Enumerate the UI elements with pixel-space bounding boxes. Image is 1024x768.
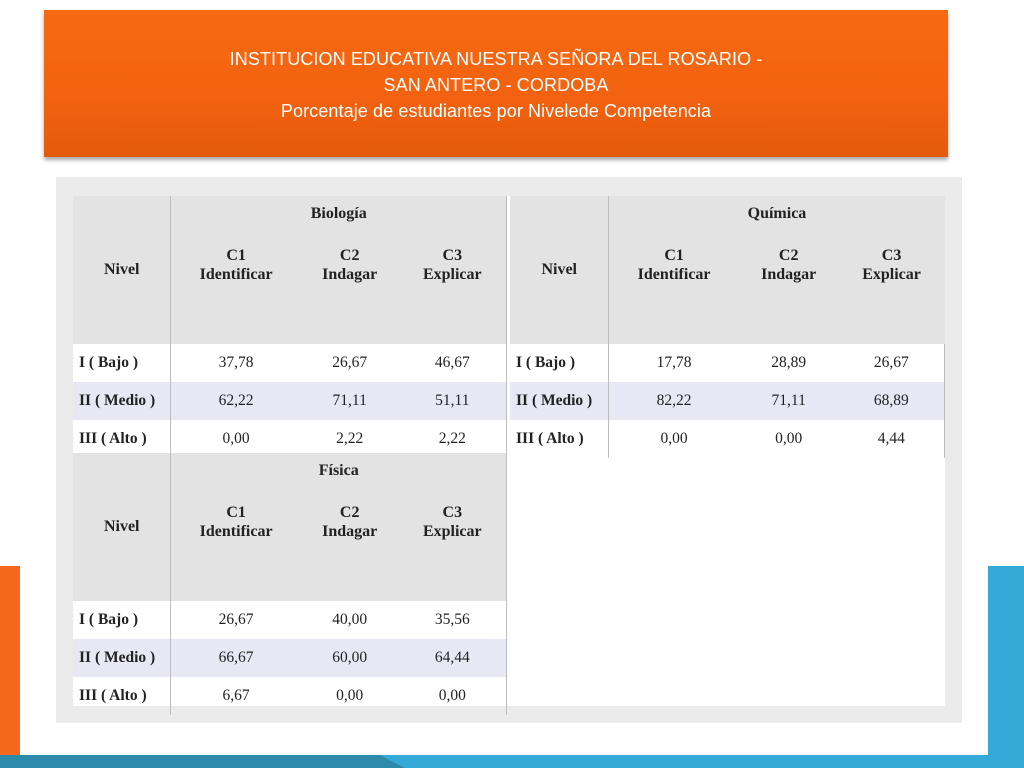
level-label: II ( Medio ) — [73, 382, 171, 420]
table-row — [73, 344, 507, 382]
level-label: III ( Alto ) — [73, 420, 171, 458]
table-cell: 2,22 — [399, 420, 507, 458]
table-cell: 0,00 — [775, 430, 803, 447]
level-label: I ( Bajo ) — [73, 344, 171, 382]
column-header-c1: C1 Identificar — [171, 232, 301, 344]
title-line-3: Porcentaje de estudiantes por Nivelede Competencia — [280, 101, 712, 121]
table-cell: 2,22 — [336, 430, 364, 447]
table-cell: 82,22 — [609, 382, 739, 420]
nivel-header: Nivel — [510, 196, 609, 344]
title-banner — [44, 10, 948, 157]
table-cell: 0,00 — [399, 677, 507, 715]
column-header-c3: C3 Explicar — [399, 232, 507, 344]
subject-header: Física — [171, 453, 507, 489]
table-cell: 46,67 — [399, 344, 507, 382]
table-cell: 0,00 — [336, 687, 364, 704]
title-line-2: SAN ANTERO - CORDOBA — [383, 75, 609, 95]
table-row — [73, 639, 507, 677]
table-cell: 64,44 — [399, 639, 507, 677]
level-label: II ( Medio ) — [510, 382, 609, 420]
table-row — [510, 382, 945, 420]
table-cell: 0,00 — [660, 430, 688, 447]
column-header-c3: C3 Explicar — [839, 232, 945, 344]
table-cell: 26,67 — [839, 344, 945, 382]
level-label: I ( Bajo ) — [510, 344, 609, 382]
column-header-c2: C2 Indagar — [739, 232, 839, 344]
subject-header: Química — [609, 196, 945, 232]
table-cell: 0,00 — [222, 430, 250, 447]
decor-right-blue-bar — [988, 566, 1024, 768]
decor-bottom-teal-band — [0, 755, 410, 768]
table-cell: 40,00 — [332, 611, 368, 628]
column-header-c2: C2 Indagar — [301, 489, 399, 601]
table-cell: 68,89 — [839, 382, 945, 420]
table-row — [73, 677, 507, 715]
table-fisica — [73, 453, 507, 715]
level-label: II ( Medio ) — [73, 639, 171, 677]
table-biologia — [73, 196, 507, 458]
column-header-c3: C3 Explicar — [399, 489, 507, 601]
table-cell: 4,44 — [839, 420, 945, 458]
table-quimica — [510, 196, 945, 458]
title-line-1: INSTITUCION EDUCATIVA NUESTRA SEÑORA DEL ROSARIO - — [229, 49, 763, 69]
column-header-c1: C1 Identificar — [609, 232, 739, 344]
table-cell: 35,56 — [399, 601, 507, 639]
table-cell: 6,67 — [222, 687, 250, 704]
table-cell: 26,67 — [218, 611, 254, 628]
table-cell: 71,11 — [301, 382, 399, 420]
table-cell: 60,00 — [301, 639, 399, 677]
decor-bottom-blue-band — [380, 755, 1024, 768]
table-cell: 66,67 — [171, 639, 301, 677]
level-label: III ( Alto ) — [510, 420, 609, 458]
nivel-header: Nivel — [73, 196, 171, 344]
column-header-c1: C1 Identificar — [171, 489, 301, 601]
table-cell: 37,78 — [218, 354, 254, 371]
table-cell: 71,11 — [739, 382, 839, 420]
subject-header: Biología — [171, 196, 507, 232]
decor-left-orange-bar — [0, 566, 20, 768]
table-cell: 51,11 — [399, 382, 507, 420]
table-row — [510, 420, 945, 458]
table-row — [73, 601, 507, 639]
table-row — [510, 344, 945, 382]
table-cell: 62,22 — [171, 382, 301, 420]
level-label: I ( Bajo ) — [73, 601, 171, 639]
table-row — [73, 382, 507, 420]
level-label: III ( Alto ) — [73, 677, 171, 715]
table-cell: 28,89 — [771, 354, 807, 371]
table-cell: 26,67 — [332, 354, 368, 371]
nivel-header: Nivel — [73, 453, 171, 601]
table-cell: 17,78 — [656, 354, 692, 371]
column-header-c2: C2 Indagar — [301, 232, 399, 344]
